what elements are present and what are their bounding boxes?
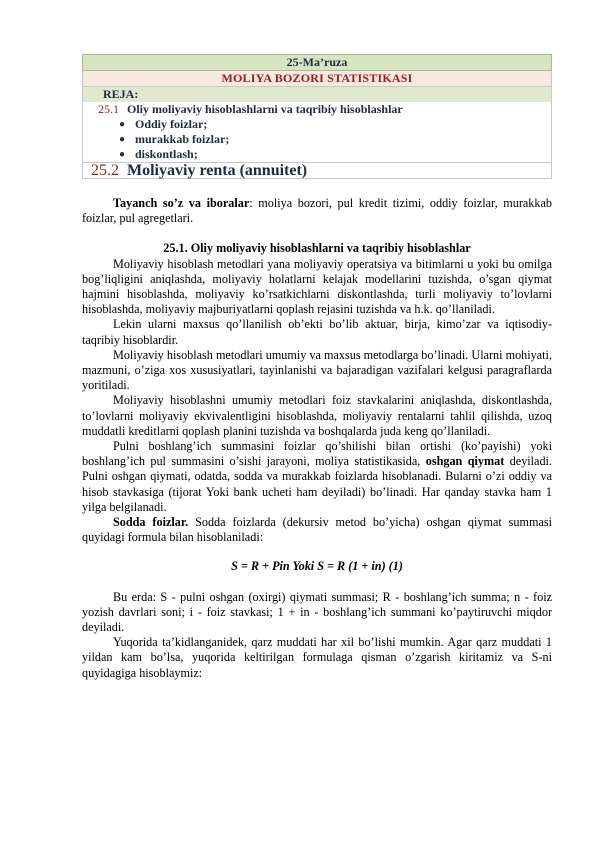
paragraph [82,439,552,515]
lecture-title: 25-Ma’ruza [83,55,552,71]
plan-bullet-text: diskontlash; [135,147,198,161]
plan-item-number: 25.2 [91,161,119,179]
plan-bullet-text: murakkab foizlar; [135,132,230,146]
plan-label: REJA: [83,87,552,103]
formula: S = R + Pin Yoki S = R (1 + in) (1) [231,559,403,574]
body-text [82,196,552,681]
paragraph: Lekin ularni maxsus qo’llanilish ob’ekti bo’lib aktuar, birja, kimo’zar va iqtisodiy-taqribiy hisoblardir. [82,317,552,347]
paragraph: Bu erda: S - pulni oshgan (oxirgi) qiymati summasi; R - boshlang’ich summa; n - foiz yozish davrlari soni; i - foiz stavkasi; 1 + in - boshlang’ich summani ko’paytiruvchi miqdor deyiladi. [82,589,552,635]
bullet-icon: ● [119,119,126,130]
paragraph-text: deyiladi. Pulni oshgan qiymati, odatda, sodda va murakkab foizlarda hisoblanadi. Bularni o’zi oddiy va hisob stavkasiga (tijorat Yoki bank ucheti ham deyiladi) bo’linadi. Har qanday stavka ham 1 yilga belgilanadi. [82,454,552,514]
document-page [82,54,552,681]
paragraph: Moliyaviy hisoblashni umumiy metodlari foiz stavkalarini aniqlashda, diskontlashda, to’lovlarni moliyaviy ekvivalentligini hisoblashda, moliyaviy rentalarni tahlil qilishda, uzoq muddatli kreditlarni qoplash planini tuzishda va boshqalarda juda keng qo’llaniladi. [82,393,552,438]
plan-item-number: 25.1 [98,102,119,116]
term-bold: oshgan qiymat [425,454,505,469]
paragraph: Moliyaviy hisoblash metodlari umumiy va maxsus metodlarga bo’linadi. Ularni mohiyati, mazmuni, o’ziga xos xususiyatlari, tayinlanishi va bajaradigan vazifalari kelgusi paragraflarda yoritiladi. [82,347,552,393]
term-bold: Sodda foizlar. [113,515,189,530]
plan-list [82,102,552,179]
paragraph: Yuqorida ta’kidlanganidek, qarz muddati har xil bo’lishi mumkin. Agar qarz muddati 1 yildan kam bo’lsa, yuqorida keltirilgan formulaga qisman o’zgarish kiritamiz va S-ni quyidagiga hisoblaymiz: [82,635,552,680]
plan-bullet [83,117,551,132]
plan-item [83,162,551,178]
plan-item [83,102,551,117]
bullet-icon: ● [119,149,126,160]
plan-bullet [83,147,551,162]
plan-bullet [83,132,551,147]
paragraph-text: Sodda foizlarda (dekursiv metod bo’yicha) oshgan qiymat summasi quyidagi formula bilan hisoblaniladi: [82,515,552,545]
plan-item-text: Moliyaviy renta (annuitet) [127,161,308,179]
bullet-icon: ● [119,134,126,145]
section-title: 25.1. Oliy moliyaviy hisoblashlarni va taqribiy hisoblashlar [163,241,471,256]
paragraph-text: Pulni boshlang’ich summasini foizlar qo’shilishi bilan ortishi (ko’payishi) yoki boshlang’ich pul summasini o’sishi jarayoni, moliya statistikasida, [82,439,552,469]
keywords-paragraph [82,196,552,226]
keywords-text: : moliya bozori, pul kredit tizimi, oddiy foizlar, murakkab foizlar, pul agregetlari. [82,196,552,226]
keywords-label: Tayanch so’z va iboralar [113,196,250,210]
paragraph [82,515,552,545]
paragraph: Moliyaviy hisoblash metodlari yana moliyaviy operatsiya va bitimlarni u yoki bu omilga bog’liqligini aniqlashda, moliyaviy holatlarni kelajak modellarini tuzishda, o’sgan qiymat hajmini hisoblashda, moliyaviy ko’rsatkichlarni diskontlashda, turli moliyaviy to’lovlarni hisoblashda, moliyaviy majburiyatlarni qoplash rejasini tuzishda va h.k. qo’llaniladi. [82,256,552,317]
plan-bullet-text: Oddiy foizlar; [135,117,208,131]
lecture-header-table [82,54,552,102]
lecture-subtitle: MOLIYA BOZORI STATISTIKASI [83,71,552,87]
plan-item-text: Oliy moliyaviy hisoblashlarni va taqribiy hisoblashlar [127,102,403,116]
